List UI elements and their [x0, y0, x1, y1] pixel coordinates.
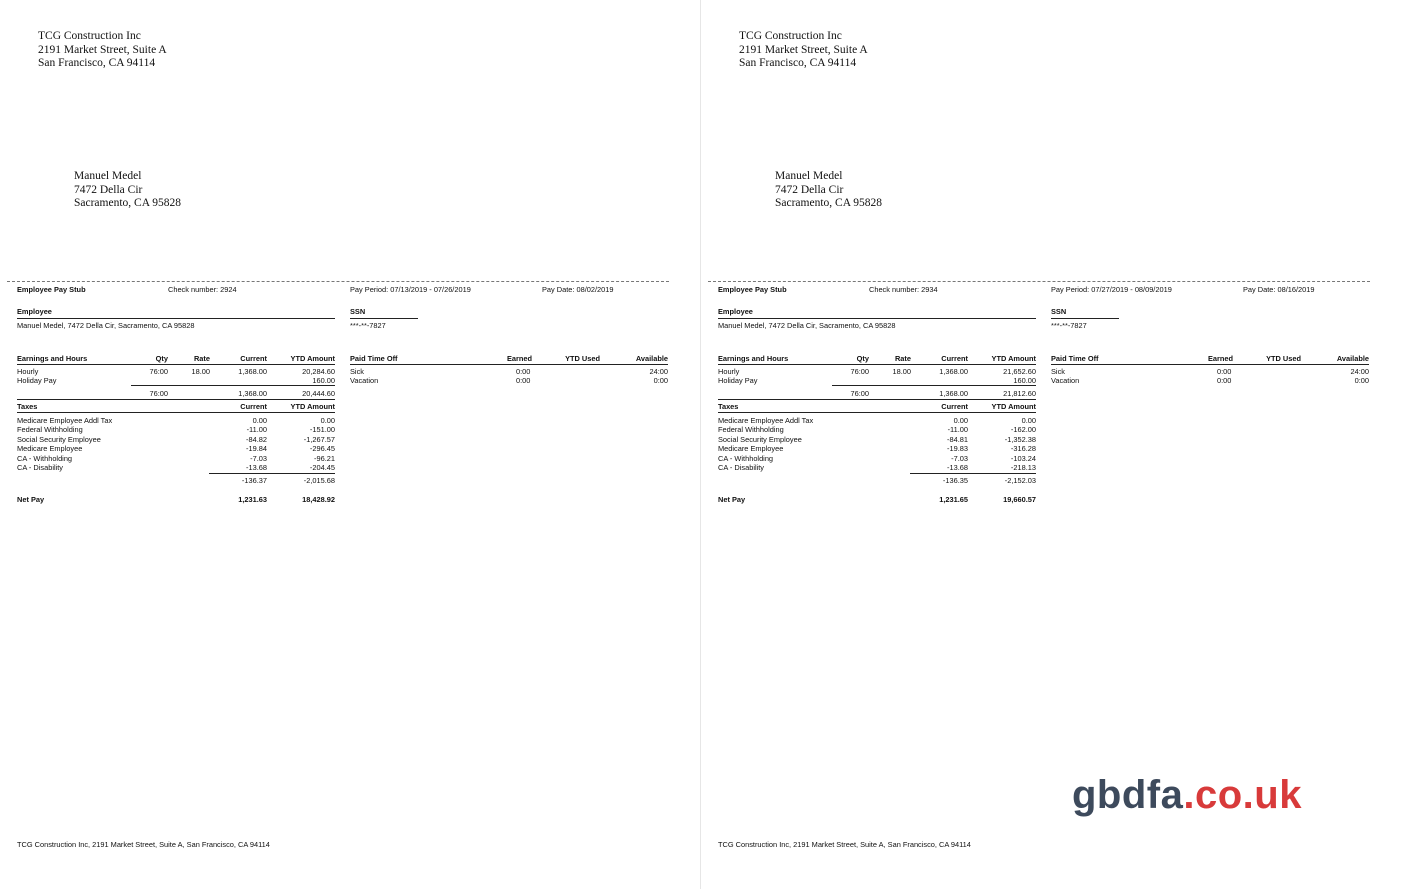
- employee-value: Manuel Medel, 7472 Della Cir, Sacramento, CA 95828: [17, 321, 195, 330]
- earnings-qty-value: 76:00: [149, 367, 168, 376]
- employee-underline: [17, 318, 335, 319]
- check-number: Check number: 2934: [869, 285, 938, 294]
- pto-available-value: 0:00: [653, 376, 668, 386]
- pto-label: Sick: [350, 367, 364, 376]
- tax-label: Social Security Employee: [718, 434, 802, 444]
- earnings-end-rule: [718, 399, 1036, 400]
- earnings-header-rule: [718, 364, 1036, 365]
- tax-current-value: -11.00: [246, 425, 267, 435]
- pto-label: Sick: [1051, 367, 1065, 376]
- pay-stub-page-2: [701, 0, 1401, 889]
- earnings-total-ytd: 21,812.60: [1003, 389, 1036, 398]
- tax-label: CA - Disability: [17, 462, 63, 472]
- net-pay-label: Net Pay: [718, 495, 746, 504]
- footer-address: TCG Construction Inc, 2191 Market Street, Suite A, San Francisco, CA 94114: [17, 840, 270, 849]
- tax-ytd-value: -1,267.57: [303, 434, 335, 444]
- tax-current-value: 0.00: [252, 416, 267, 425]
- pto-label: Vacation: [1051, 376, 1080, 386]
- tax-current-value: -7.03: [951, 453, 968, 463]
- pay-stub: [701, 0, 1401, 889]
- tax-label: Federal Withholding: [718, 425, 784, 435]
- tax-current-value: 0.00: [953, 416, 968, 425]
- ssn-label: SSN: [1051, 307, 1067, 316]
- tax-label: Social Security Employee: [17, 434, 101, 444]
- earnings-ytd: [274, 367, 335, 386]
- pto-earned-header: Earned: [506, 354, 532, 363]
- earnings-end-rule: [17, 399, 335, 400]
- earnings-label: Hourly: [718, 367, 740, 376]
- taxes-total-current: -136.35: [942, 476, 968, 485]
- taxes-labels: [17, 416, 112, 472]
- earnings-rate-value: 18.00: [191, 367, 210, 376]
- tax-current-value: -84.82: [246, 434, 267, 444]
- taxes-total-rule: [910, 473, 1036, 474]
- earnings-total-qty: 76:00: [149, 389, 168, 398]
- company-street: 2191 Market Street, Suite A: [739, 43, 868, 56]
- ssn-value: ***-**-7827: [1051, 321, 1087, 330]
- earnings-ytd-value: 160.00: [312, 376, 335, 386]
- earnings-labels: [17, 367, 56, 386]
- pto-available-value: 0:00: [1354, 376, 1369, 386]
- employee-name: Manuel Medel: [74, 170, 142, 182]
- earnings-ytd-value: 160.00: [1013, 376, 1036, 386]
- ssn-label: SSN: [350, 307, 366, 316]
- taxes-current-header: Current: [240, 402, 267, 411]
- employee-city: Sacramento, CA 95828: [74, 197, 181, 209]
- taxes-ytd-header: YTD Amount: [991, 402, 1036, 411]
- ytd-header: YTD Amount: [991, 354, 1036, 363]
- earnings-label: Hourly: [17, 367, 39, 376]
- pto-header: Paid Time Off: [1051, 354, 1099, 363]
- earnings-total-current: 1,368.00: [238, 389, 267, 398]
- earnings-total-rule: [832, 385, 1036, 386]
- tax-label: Medicare Employee: [17, 444, 83, 454]
- taxes-labels: [718, 416, 813, 472]
- earnings-total-current: 1,368.00: [939, 389, 968, 398]
- earnings-label: Holiday Pay: [718, 376, 758, 386]
- employee-underline: [718, 318, 1036, 319]
- tax-ytd-value: -96.21: [314, 453, 335, 463]
- net-pay-current: 1,231.63: [238, 495, 267, 504]
- pto-available: [610, 367, 668, 386]
- tax-label: Medicare Employee Addl Tax: [718, 416, 814, 425]
- net-pay-ytd: 19,660.57: [1003, 495, 1036, 504]
- pay-date: Pay Date: 08/02/2019: [542, 285, 614, 294]
- earnings-ytd: [975, 367, 1036, 386]
- company-street: 2191 Market Street, Suite A: [38, 43, 167, 56]
- tax-ytd-value: -151.00: [309, 425, 335, 435]
- tax-current-value: -13.68: [246, 462, 267, 472]
- taxes-total-ytd: -2,152.03: [1004, 476, 1036, 485]
- employee-name: Manuel Medel: [775, 170, 843, 182]
- taxes-header: Taxes: [718, 402, 739, 411]
- tax-ytd-value: -316.28: [1010, 444, 1036, 454]
- watermark-part-2: .co.uk: [1183, 773, 1302, 817]
- tax-label: Medicare Employee: [718, 444, 784, 454]
- footer-address: TCG Construction Inc, 2191 Market Street, Suite A, San Francisco, CA 94114: [718, 840, 971, 849]
- tax-label: Medicare Employee Addl Tax: [17, 416, 113, 425]
- rate-header: Rate: [193, 354, 210, 363]
- tax-ytd-value: -103.24: [1010, 453, 1036, 463]
- employee-street: 7472 Della Cir: [775, 183, 844, 196]
- taxes-ytd: [975, 416, 1036, 472]
- earnings-current: [217, 367, 267, 386]
- company-city: San Francisco, CA 94114: [38, 57, 156, 69]
- rate-header: Rate: [894, 354, 911, 363]
- pto-labels: [1051, 367, 1079, 386]
- employee-value: Manuel Medel, 7472 Della Cir, Sacramento, CA 95828: [718, 321, 896, 330]
- earnings-qty: [128, 367, 168, 386]
- company-city: San Francisco, CA 94114: [739, 57, 857, 69]
- pto-header-rule: [350, 364, 668, 365]
- tax-ytd-value: -218.13: [1010, 462, 1036, 472]
- earnings-qty-value: 76:00: [850, 367, 869, 376]
- pay-period: Pay Period: 07/13/2019 - 07/26/2019: [350, 285, 471, 294]
- earnings-rate: [170, 367, 210, 386]
- tax-label: CA - Withholding: [17, 453, 73, 463]
- pto-label: Vacation: [350, 376, 379, 386]
- stub-title: Employee Pay Stub: [718, 285, 787, 294]
- earnings-rate-value: 18.00: [892, 367, 911, 376]
- tax-ytd-value: -162.00: [1010, 425, 1036, 435]
- pto-earned-value: 0:00: [516, 367, 531, 376]
- watermark-part-1: gbdfa: [1072, 773, 1184, 817]
- current-header: Current: [941, 354, 968, 363]
- ssn-underline: [1051, 318, 1119, 319]
- pto-header: Paid Time Off: [350, 354, 398, 363]
- earnings-label: Holiday Pay: [17, 376, 57, 386]
- earnings-qty: [829, 367, 869, 386]
- taxes-total-rule: [209, 473, 335, 474]
- pto-available: [1311, 367, 1369, 386]
- watermark-logo: [1072, 771, 1302, 819]
- taxes-total-ytd: -2,015.68: [303, 476, 335, 485]
- pto-available-value: 24:00: [1350, 367, 1369, 376]
- tax-current-value: -7.03: [250, 453, 267, 463]
- qty-header: Qty: [856, 354, 869, 363]
- check-number: Check number: 2924: [168, 285, 237, 294]
- ssn-underline: [350, 318, 418, 319]
- taxes-ytd: [274, 416, 335, 472]
- taxes-total-current: -136.37: [241, 476, 267, 485]
- tax-ytd-value: 0.00: [1021, 416, 1036, 425]
- taxes-current-header: Current: [941, 402, 968, 411]
- earnings-current: [918, 367, 968, 386]
- pay-date: Pay Date: 08/16/2019: [1243, 285, 1315, 294]
- taxes-header-rule: [17, 412, 335, 413]
- pto-available-header: Available: [635, 354, 668, 363]
- taxes-header-rule: [718, 412, 1036, 413]
- tax-label: CA - Withholding: [718, 453, 774, 463]
- tax-current-value: -19.84: [246, 444, 267, 454]
- company-name: TCG Construction Inc: [38, 30, 141, 42]
- pto-header-rule: [1051, 364, 1369, 365]
- earnings-header-rule: [17, 364, 335, 365]
- net-pay-ytd: 18,428.92: [302, 495, 335, 504]
- tax-ytd-value: -204.45: [309, 462, 335, 472]
- employee-street: 7472 Della Cir: [74, 183, 143, 196]
- pto-used-header: YTD Used: [1266, 354, 1301, 363]
- earnings-total-qty: 76:00: [850, 389, 869, 398]
- tax-current-value: -11.00: [947, 425, 968, 435]
- tax-label: CA - Disability: [718, 462, 764, 472]
- earnings-total-ytd: 20,444.60: [302, 389, 335, 398]
- stub-title: Employee Pay Stub: [17, 285, 86, 294]
- pay-stub: [0, 0, 700, 889]
- pay-period: Pay Period: 07/27/2019 - 08/09/2019: [1051, 285, 1172, 294]
- taxes-current: [918, 416, 968, 472]
- earnings-current-value: 1,368.00: [939, 367, 968, 376]
- pto-earned-header: Earned: [1207, 354, 1233, 363]
- earnings-ytd-value: 20,284.60: [302, 367, 335, 376]
- earnings-header: Earnings and Hours: [718, 354, 789, 363]
- earnings-ytd-value: 21,652.60: [1003, 367, 1036, 376]
- taxes-header: Taxes: [17, 402, 38, 411]
- pay-stub-page-1: [0, 0, 700, 889]
- earnings-header: Earnings and Hours: [17, 354, 88, 363]
- net-pay-current: 1,231.65: [939, 495, 968, 504]
- earnings-total-rule: [131, 385, 335, 386]
- tax-ytd-value: -296.45: [309, 444, 335, 454]
- taxes-current: [217, 416, 267, 472]
- employee-label: Employee: [17, 307, 52, 316]
- qty-header: Qty: [155, 354, 168, 363]
- earnings-current-value: 1,368.00: [238, 367, 267, 376]
- pto-available-header: Available: [1336, 354, 1369, 363]
- pto-earned: [516, 367, 530, 386]
- ssn-value: ***-**-7827: [350, 321, 386, 330]
- pto-earned-value: 0:00: [1217, 367, 1232, 376]
- net-pay-label: Net Pay: [17, 495, 45, 504]
- tax-ytd-value: 0.00: [320, 416, 335, 425]
- pto-earned-value: 0:00: [1217, 376, 1232, 386]
- tax-current-value: -19.83: [947, 444, 968, 454]
- pto-earned: [1217, 367, 1231, 386]
- pto-earned-value: 0:00: [516, 376, 531, 386]
- pto-used-header: YTD Used: [565, 354, 600, 363]
- tax-current-value: -13.68: [947, 462, 968, 472]
- tax-ytd-value: -1,352.38: [1004, 434, 1036, 444]
- employee-city: Sacramento, CA 95828: [775, 197, 882, 209]
- employee-label: Employee: [718, 307, 753, 316]
- ytd-header: YTD Amount: [290, 354, 335, 363]
- tax-current-value: -84.81: [947, 434, 968, 444]
- pto-labels: [350, 367, 378, 386]
- pto-available-value: 24:00: [649, 367, 668, 376]
- tax-label: Federal Withholding: [17, 425, 83, 435]
- earnings-rate: [871, 367, 911, 386]
- taxes-ytd-header: YTD Amount: [290, 402, 335, 411]
- current-header: Current: [240, 354, 267, 363]
- earnings-labels: [718, 367, 757, 386]
- company-name: TCG Construction Inc: [739, 30, 842, 42]
